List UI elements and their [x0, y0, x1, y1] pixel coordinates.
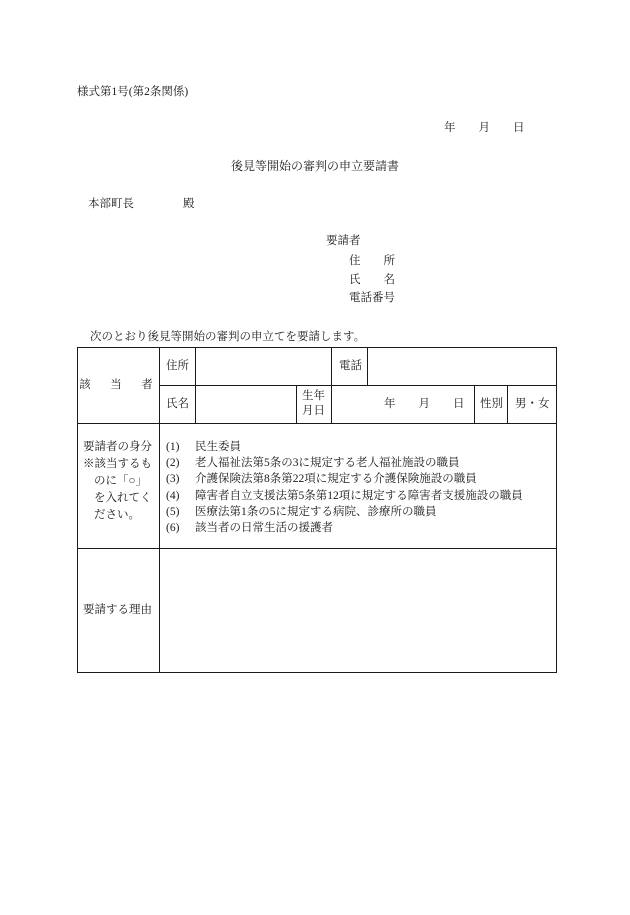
sex-label: 性別 — [480, 398, 503, 410]
date-line: 年 月 日 — [444, 122, 525, 134]
row2-divider-d — [474, 385, 475, 424]
status-label-line: のに「○」 — [94, 475, 147, 487]
subject-name-label: 氏名 — [166, 398, 189, 410]
form-number: 様式第1号(第2条関係) — [77, 86, 189, 98]
requester-phone-label: 電話番号 — [349, 292, 395, 304]
row2-divider-c — [331, 385, 332, 424]
subject-label: 該 当 者 — [79, 379, 157, 391]
birthdate-label-line2: 月日 — [302, 405, 325, 417]
subject-phone-label: 電話 — [339, 360, 362, 372]
status-option-6 — [166, 520, 523, 536]
option-number: (6) — [166, 522, 180, 535]
status-label — [83, 439, 152, 524]
status-option-5 — [166, 504, 523, 520]
status-option-3 — [166, 471, 523, 487]
option-text: 該当者の日常生活の援護者 — [195, 522, 333, 535]
row1-divider-b — [331, 347, 332, 386]
status-label-line: 要請者の身分 — [83, 441, 152, 453]
option-number: (1) — [166, 441, 180, 453]
option-text: 医療法第1条の5に規定する病院、診療所の職員 — [195, 505, 437, 518]
birthdate-label-line1: 生年 — [302, 390, 325, 402]
addressee-name: 本部町長 — [88, 198, 134, 210]
subject-address-label: 住所 — [166, 360, 189, 372]
subject-address-field — [196, 348, 331, 385]
table-border-left — [77, 347, 78, 673]
subject-name-field — [196, 386, 296, 423]
table-border-bottom — [77, 672, 557, 673]
sex-options: 男・女 — [515, 398, 550, 410]
option-text: 介護保険法第8条第22項に規定する介護保険施設の職員 — [195, 473, 477, 486]
option-number: (5) — [166, 505, 180, 518]
option-text: 老人福祉法第5条の3に規定する老人福祉施設の職員 — [195, 457, 460, 470]
document-title: 後見等開始の審判の申立要請書 — [230, 159, 399, 173]
requester-address-label: 住 所 — [349, 255, 395, 267]
status-option-4 — [166, 488, 523, 504]
row-divider-2 — [77, 423, 557, 424]
reason-field — [160, 549, 556, 672]
option-text: 障害者自立支援法第5条第12項に規定する障害者支援施設の職員 — [195, 489, 523, 502]
requester-heading: 要請者 — [326, 235, 361, 247]
option-number: (2) — [166, 457, 180, 470]
requester-name-label: 氏 名 — [349, 274, 395, 286]
reason-label: 要請する理由 — [83, 604, 152, 616]
subject-phone-field — [368, 348, 556, 385]
row2-divider-b — [296, 385, 297, 424]
intro-text: 次のとおり後見等開始の審判の申立てを要請します。 — [90, 331, 366, 343]
status-label-line: ※該当するも — [83, 458, 152, 470]
status-label-line: ださい。 — [94, 509, 140, 521]
option-text: 民生委員 — [195, 441, 241, 453]
addressee-honorific: 殿 — [183, 198, 195, 210]
birthdate-field: 年 月 日 — [384, 398, 465, 410]
status-options-list — [166, 439, 523, 536]
option-number: (4) — [166, 489, 180, 502]
status-option-1 — [166, 439, 523, 455]
status-option-2 — [166, 455, 523, 471]
row2-divider-e — [507, 385, 508, 424]
table-border-right — [556, 347, 557, 673]
status-label-line: を入れてく — [94, 492, 152, 504]
option-number: (3) — [166, 473, 180, 486]
